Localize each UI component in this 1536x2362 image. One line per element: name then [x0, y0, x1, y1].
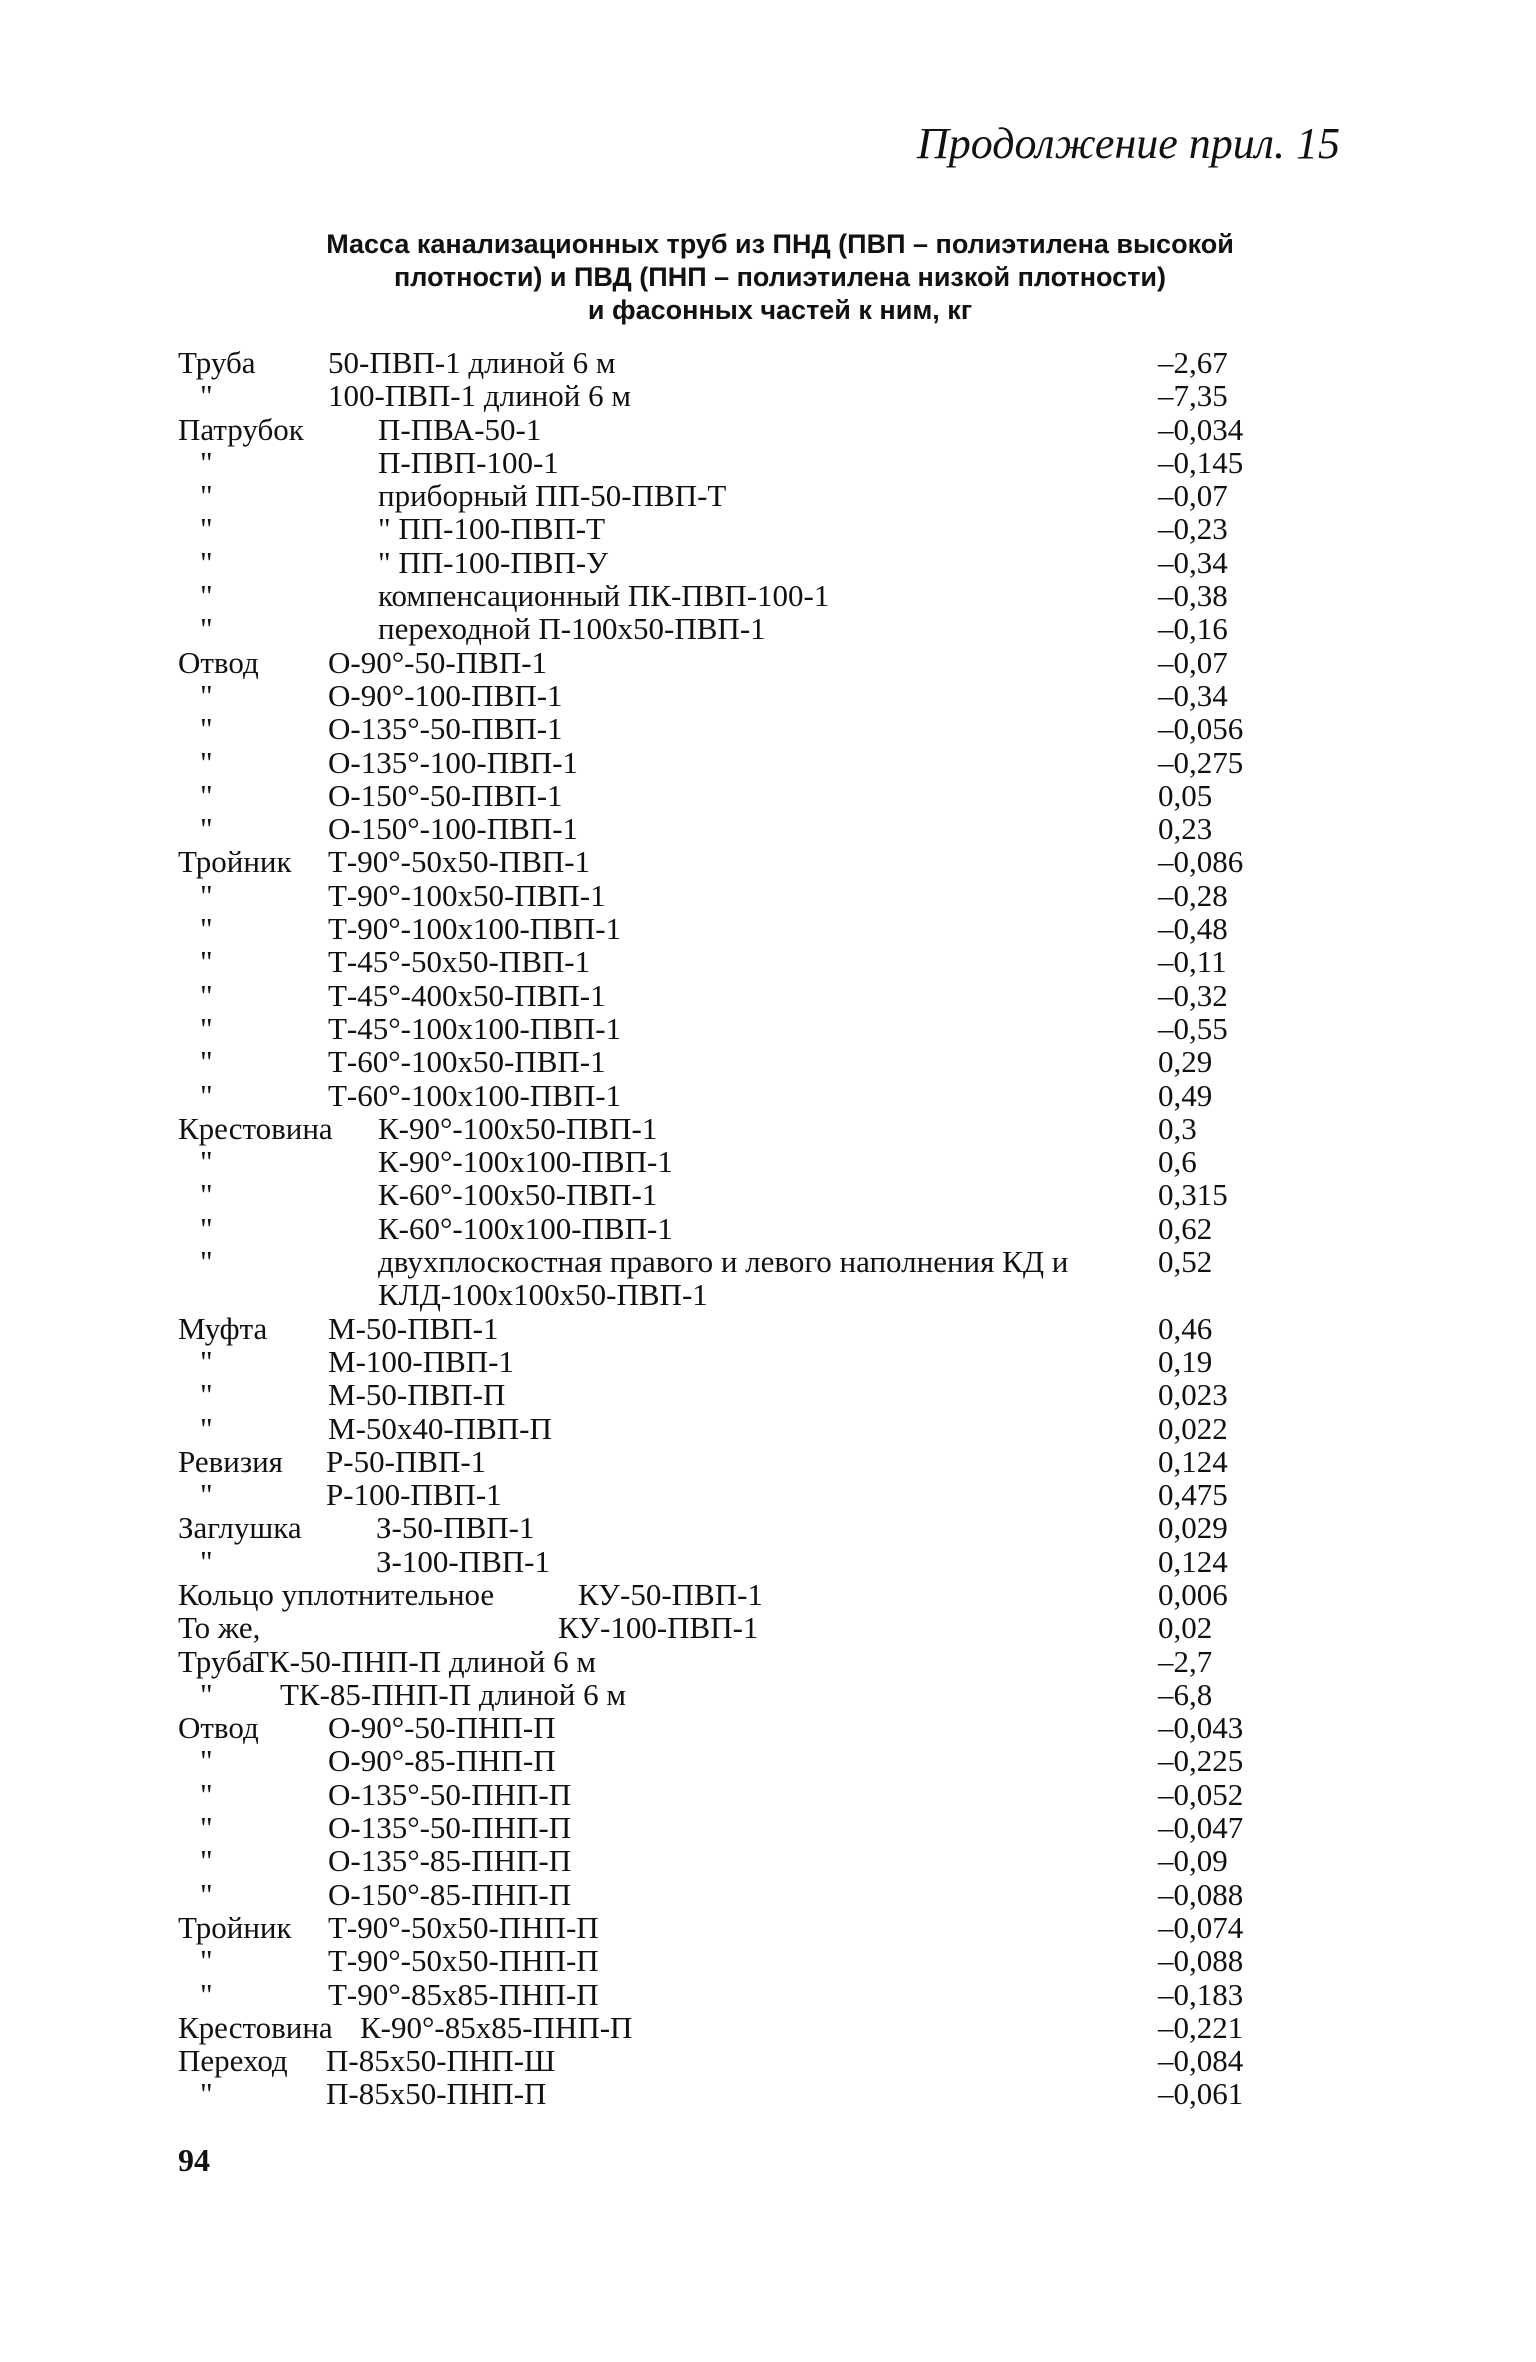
row-label: "	[200, 1776, 213, 1812]
row-code: Т-90°-100х100-ПВП-1	[328, 911, 622, 947]
row-code: О-135°-50-ПНП-П	[328, 1810, 572, 1846]
table-row	[178, 2044, 1298, 2077]
row-code: КУ-50-ПВП-1	[578, 1576, 763, 1612]
table-row	[178, 612, 1298, 645]
row-code: П-85х50-ПНП-П	[326, 2076, 547, 2112]
table-row	[178, 979, 1298, 1012]
table-row	[178, 1578, 1298, 1611]
row-code: Т-90°-100х50-ПВП-1	[328, 877, 606, 913]
table-row	[178, 1811, 1298, 1844]
table-row	[178, 1378, 1298, 1411]
row-value: 0,49	[1158, 1077, 1213, 1113]
table-row	[178, 1145, 1298, 1178]
row-value: –0,086	[1158, 844, 1244, 880]
table-row	[178, 1445, 1298, 1478]
row-code: переходной П-100х50-ПВП-1	[378, 611, 766, 647]
row-label: "	[200, 1976, 213, 2012]
row-code: " ПП-100-ПВП-Т	[378, 511, 606, 547]
row-value: 0,29	[1158, 1044, 1213, 1080]
row-value: –0,32	[1158, 977, 1228, 1013]
row-value: –0,48	[1158, 911, 1228, 947]
row-value: –0,23	[1158, 511, 1228, 547]
row-label: Муфта	[178, 1310, 268, 1346]
row-value: –0,034	[1158, 411, 1244, 447]
row-value: –0,043	[1158, 1710, 1244, 1746]
row-code: Т-90°-85х85-ПНП-П	[328, 1976, 599, 2012]
row-code: П-ПВА-50-1	[378, 411, 542, 447]
row-label: "	[200, 977, 213, 1013]
mass-table	[178, 346, 1298, 2111]
row-label: Заглушка	[178, 1510, 302, 1546]
table-row	[178, 1178, 1298, 1211]
row-label: Тройник	[178, 1909, 292, 1945]
row-value: –0,047	[1158, 1810, 1244, 1846]
row-label: Кольцо уплотнительное	[178, 1576, 495, 1612]
row-label: Труба	[178, 345, 256, 380]
row-label: "	[200, 1210, 213, 1246]
row-label: "	[200, 544, 213, 580]
row-code: Т-90°-50х50-ПВП-1	[328, 844, 591, 880]
row-label: "	[200, 1244, 213, 1280]
row-code: К-90°-100х100-ПВП-1	[378, 1144, 673, 1180]
table-row	[178, 845, 1298, 878]
row-label: Патрубок	[178, 411, 304, 447]
row-code: О-135°-85-ПНП-П	[328, 1843, 572, 1879]
row-code: З-100-ПВП-1	[376, 1543, 550, 1579]
row-code: О-90°-50-ПНП-П	[328, 1710, 556, 1746]
table-row	[178, 1245, 1298, 1312]
table-row	[178, 1112, 1298, 1145]
row-label: Отвод	[178, 1710, 259, 1746]
row-value: 0,46	[1158, 1310, 1213, 1346]
row-value: –0,07	[1158, 644, 1228, 680]
table-row	[178, 346, 1298, 379]
table-row	[178, 379, 1298, 412]
row-code: П-ПВП-100-1	[378, 444, 559, 480]
row-code: О-135°-100-ПВП-1	[328, 744, 579, 780]
row-code: 100-ПВП-1 длиной 6 м	[328, 378, 631, 414]
table-row	[178, 1978, 1298, 2011]
row-label: "	[200, 1743, 213, 1779]
row-value: –0,084	[1158, 2043, 1244, 2079]
row-value: –0,221	[1158, 2009, 1244, 2045]
row-label: "	[200, 1410, 213, 1446]
row-value: –0,34	[1158, 544, 1228, 580]
row-value: 0,029	[1158, 1510, 1228, 1546]
row-value: 0,006	[1158, 1576, 1228, 1612]
row-label: "	[200, 1876, 213, 1912]
row-value: –0,28	[1158, 877, 1228, 913]
row-code: З-50-ПВП-1	[376, 1510, 535, 1546]
row-code: Т-45°-100х100-ПВП-1	[328, 1010, 622, 1046]
table-row	[178, 446, 1298, 479]
row-label: "	[200, 1810, 213, 1846]
row-code: Р-100-ПВП-1	[326, 1477, 502, 1513]
row-value: 0,23	[1158, 811, 1213, 847]
row-label: "	[200, 1044, 213, 1080]
row-value: 0,3	[1158, 1110, 1197, 1146]
row-code: компенсационный ПК-ПВП-100-1	[378, 578, 830, 614]
row-label: "	[200, 1010, 213, 1046]
row-code: П-85х50-ПНП-Ш	[326, 2043, 556, 2079]
row-code: О-90°-100-ПВП-1	[328, 677, 563, 713]
table-row	[178, 679, 1298, 712]
row-code: Т-60°-100х100-ПВП-1	[328, 1077, 622, 1113]
row-label: То же,	[178, 1610, 261, 1646]
row-code: Т-90°-50х50-ПНП-П	[328, 1943, 599, 1979]
row-code: КУ-100-ПВП-1	[558, 1610, 759, 1646]
row-value: –0,074	[1158, 1909, 1244, 1945]
row-code: М-50х40-ПВП-П	[328, 1410, 552, 1446]
row-code: М-50-ПВП-1	[328, 1310, 499, 1346]
row-code: Р-50-ПВП-1	[326, 1443, 487, 1479]
row-label: "	[200, 1377, 213, 1413]
row-label: "	[200, 1077, 213, 1113]
row-label: "	[200, 444, 213, 480]
row-value: 0,62	[1158, 1210, 1213, 1246]
row-value: –0,183	[1158, 1976, 1244, 2012]
row-label: "	[200, 944, 213, 980]
row-code: двухплоскостная правого и левого наполнения КД и КЛД-100х100х50-ПВП-1	[378, 1244, 1069, 1313]
row-code: ТК-50-ПНП-П длиной 6 м	[250, 1643, 597, 1679]
table-row	[178, 1545, 1298, 1578]
row-label: "	[200, 811, 213, 847]
table-row	[178, 479, 1298, 512]
row-value: –6,8	[1158, 1676, 1213, 1712]
row-label: "	[200, 2076, 213, 2112]
row-value: –2,67	[1158, 345, 1228, 380]
table-row	[178, 646, 1298, 679]
row-value: –0,088	[1158, 1876, 1244, 1912]
table-row	[178, 879, 1298, 912]
table-row	[178, 1645, 1298, 1678]
row-label: "	[200, 1676, 213, 1712]
table-row	[178, 779, 1298, 812]
row-code: Т-45°-50х50-ПВП-1	[328, 944, 591, 980]
row-code: К-90°-100х50-ПВП-1	[378, 1110, 658, 1146]
row-label: "	[200, 744, 213, 780]
row-value: 0,6	[1158, 1144, 1197, 1180]
row-code: О-150°-85-ПНП-П	[328, 1876, 572, 1912]
table-row	[178, 746, 1298, 779]
table-row	[178, 1478, 1298, 1511]
table-row	[178, 1944, 1298, 1977]
title-line: плотности) и ПВД (ПНП – полиэтилена низкой плотности)	[393, 262, 1167, 292]
table-row	[178, 546, 1298, 579]
table-row	[178, 1045, 1298, 1078]
row-code: О-135°-50-ПВП-1	[328, 711, 563, 747]
row-value: –0,225	[1158, 1743, 1244, 1779]
row-code: М-50-ПВП-П	[328, 1377, 506, 1413]
table-row	[178, 1012, 1298, 1045]
row-value: –7,35	[1158, 378, 1228, 414]
row-value: 0,02	[1158, 1610, 1213, 1646]
row-label: "	[200, 1343, 213, 1379]
row-value: –0,07	[1158, 478, 1228, 514]
table-row	[178, 1711, 1298, 1744]
row-label: Труба	[178, 1643, 256, 1679]
row-label: "	[200, 711, 213, 747]
row-label: "	[200, 1543, 213, 1579]
row-value: 0,475	[1158, 1477, 1228, 1513]
page-header: Продолжение прил. 15	[917, 119, 1340, 168]
table-row	[178, 1312, 1298, 1345]
row-code: К-90°-85х85-ПНП-П	[360, 2009, 633, 2045]
table-row	[178, 579, 1298, 612]
row-code: О-135°-50-ПНП-П	[328, 1776, 572, 1812]
table-row	[178, 1744, 1298, 1777]
table-row	[178, 2011, 1298, 2044]
row-label: "	[200, 1843, 213, 1879]
row-code: О-90°-85-ПНП-П	[328, 1743, 556, 1779]
row-value: 0,022	[1158, 1410, 1228, 1446]
row-code: О-90°-50-ПВП-1	[328, 644, 548, 680]
row-label: "	[200, 1477, 213, 1513]
row-code: М-100-ПВП-1	[328, 1343, 514, 1379]
table-row	[178, 2077, 1298, 2110]
table-row	[178, 1678, 1298, 1711]
table-row	[178, 1778, 1298, 1811]
table-row	[178, 1212, 1298, 1245]
row-label: Отвод	[178, 644, 259, 680]
row-code: 50-ПВП-1 длиной 6 м	[328, 345, 616, 380]
row-label: "	[200, 1943, 213, 1979]
row-value: 0,19	[1158, 1343, 1213, 1379]
row-value: 0,124	[1158, 1543, 1228, 1579]
row-code: О-150°-50-ПВП-1	[328, 777, 563, 813]
table-row	[178, 1345, 1298, 1378]
row-code: приборный ПП-50-ПВП-Т	[378, 478, 727, 514]
row-value: –0,275	[1158, 744, 1244, 780]
row-label: Тройник	[178, 844, 292, 880]
table-row	[178, 1844, 1298, 1877]
row-value: 0,124	[1158, 1443, 1228, 1479]
row-code: О-150°-100-ПВП-1	[328, 811, 579, 847]
row-label: "	[200, 911, 213, 947]
row-code: ТК-85-ПНП-П длиной 6 м	[280, 1676, 627, 1712]
row-value: –0,11	[1158, 944, 1227, 980]
row-label: "	[200, 777, 213, 813]
row-label: Переход	[178, 2043, 288, 2079]
table-row	[178, 1412, 1298, 1445]
table-row	[178, 1878, 1298, 1911]
row-code: Т-45°-400х50-ПВП-1	[328, 977, 606, 1013]
row-value: –0,34	[1158, 677, 1228, 713]
row-value: 0,023	[1158, 1377, 1228, 1413]
row-label: Ревизия	[178, 1443, 283, 1479]
title-line: и фасонных частей к ним, кг	[587, 295, 973, 325]
page-number: 94	[178, 2142, 210, 2178]
row-value: –0,55	[1158, 1010, 1228, 1046]
row-label: "	[200, 578, 213, 614]
row-code: К-60°-100х100-ПВП-1	[378, 1210, 673, 1246]
table-title	[230, 228, 1330, 327]
table-row	[178, 1079, 1298, 1112]
row-value: 0,52	[1158, 1244, 1213, 1280]
table-row	[178, 413, 1298, 446]
table-row	[178, 945, 1298, 978]
row-value: –0,09	[1158, 1843, 1228, 1879]
row-label: "	[200, 611, 213, 647]
row-value: –0,056	[1158, 711, 1244, 747]
row-label: "	[200, 1144, 213, 1180]
row-value: 0,05	[1158, 777, 1213, 813]
row-value: –0,16	[1158, 611, 1228, 647]
row-label: "	[200, 511, 213, 547]
table-row	[178, 912, 1298, 945]
row-label: "	[200, 478, 213, 514]
row-label: "	[200, 1177, 213, 1213]
table-row	[178, 712, 1298, 745]
row-label: "	[200, 378, 213, 414]
row-value: –0,38	[1158, 578, 1228, 614]
row-label: Крестовина	[178, 2009, 333, 2045]
row-code: Т-90°-50х50-ПНП-П	[328, 1909, 599, 1945]
row-value: –0,061	[1158, 2076, 1244, 2112]
table-row	[178, 812, 1298, 845]
table-row	[178, 1611, 1298, 1644]
row-code: Т-60°-100х50-ПВП-1	[328, 1044, 606, 1080]
table-row	[178, 512, 1298, 545]
row-value: –0,052	[1158, 1776, 1244, 1812]
title-line: Масса канализационных труб из ПНД (ПВП – полиэтилена высокой	[326, 229, 1234, 259]
table-row	[178, 1911, 1298, 1944]
table-row	[178, 1511, 1298, 1544]
row-code: " ПП-100-ПВП-У	[378, 544, 609, 580]
row-label: "	[200, 877, 213, 913]
row-value: –2,7	[1158, 1643, 1213, 1679]
row-value: 0,315	[1158, 1177, 1228, 1213]
row-value: –0,088	[1158, 1943, 1244, 1979]
row-code: К-60°-100х50-ПВП-1	[378, 1177, 658, 1213]
row-label: Крестовина	[178, 1110, 333, 1146]
row-label: "	[200, 677, 213, 713]
row-value: –0,145	[1158, 444, 1244, 480]
